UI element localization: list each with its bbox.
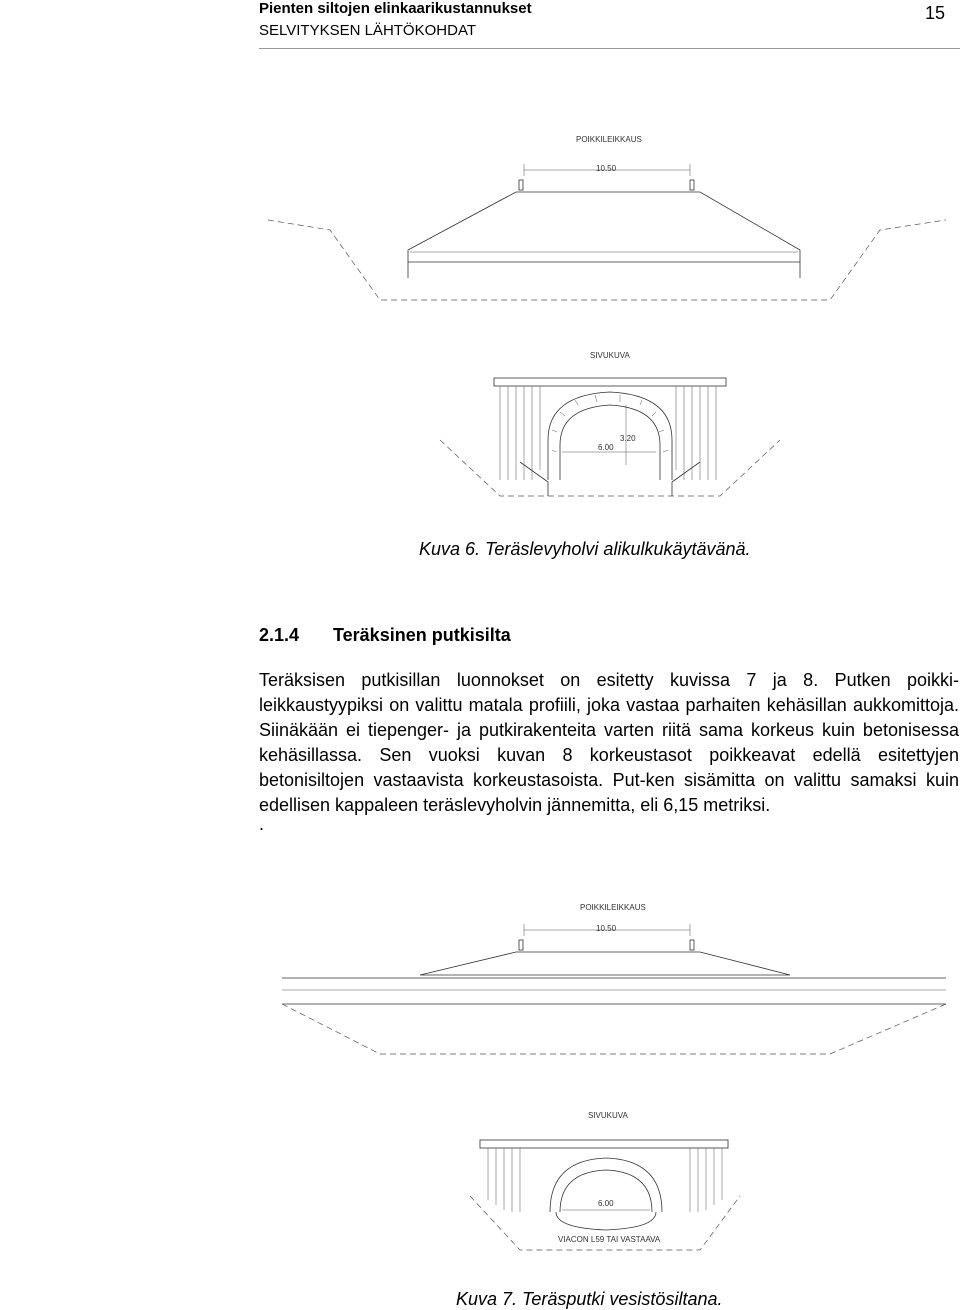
cross-section-label: POIKKILEIKKAUS bbox=[580, 903, 646, 912]
embankment-outline bbox=[420, 952, 790, 975]
span-dimension: 6.00 bbox=[598, 443, 614, 452]
pipe-type-label: VIACON L59 TAI VASTAAVA bbox=[558, 1235, 661, 1244]
railing-post-right bbox=[690, 940, 694, 950]
page-number: 15 bbox=[925, 3, 946, 23]
running-subtitle: SELVITYKSEN LÄHTÖKOHDAT bbox=[259, 22, 476, 39]
width-dimension: 10.50 bbox=[596, 924, 617, 933]
span-dimension: 6.00 bbox=[598, 1199, 614, 1208]
section-number: 2.1.4 bbox=[259, 625, 300, 645]
running-title: Pienten siltojen elinkaarikustannukset bbox=[259, 0, 532, 17]
side-view-label: SIVUKUVA bbox=[590, 351, 630, 360]
width-dimension: 10.50 bbox=[596, 164, 617, 173]
stray-period: . bbox=[259, 814, 265, 834]
pipe-bottom bbox=[556, 1212, 656, 1230]
figure-6-caption: Kuva 6. Teräslevyholvi alikulkukäytävänä. bbox=[419, 539, 751, 559]
figure-7-side-view bbox=[470, 1111, 740, 1250]
section-title: Teräksinen putkisilta bbox=[333, 625, 511, 645]
ground-line bbox=[282, 1004, 946, 1054]
paragraph: Teräksisen putkisillan luonnokset on esitetty kuvissa 7 ja 8. Putken poikki-leikkaustyypiksi on valittu matala profiili, joka vastaa parhaiten kehäsillan aukkomittoja. Siinäkään ei tiepenger- ja putkirakenteita varten riitä sama korkeus kuin betonisessa kehäsillassa. Sen vuoksi kuvan 8 korkeustasot poikkeavat edellä esitettyjen betonisiltojen vastaavista korkeustasoista. Put-ken sisämitta on valittu samaksi kuin edellisen kappaleen teräslevyholvin jännemitta, eli 6,15 metriksi. bbox=[259, 670, 959, 815]
height-dimension: 3.20 bbox=[620, 434, 636, 443]
figure-7-cross-section bbox=[282, 903, 946, 1054]
cross-section-label: POIKKILEIKKAUS bbox=[576, 135, 642, 144]
railing-post-left bbox=[519, 940, 523, 950]
side-view-label: SIVUKUVA bbox=[588, 1111, 628, 1120]
figure-7-caption: Kuva 7. Teräsputki vesistösiltana. bbox=[456, 1289, 723, 1309]
bridge-deck bbox=[480, 1140, 728, 1148]
